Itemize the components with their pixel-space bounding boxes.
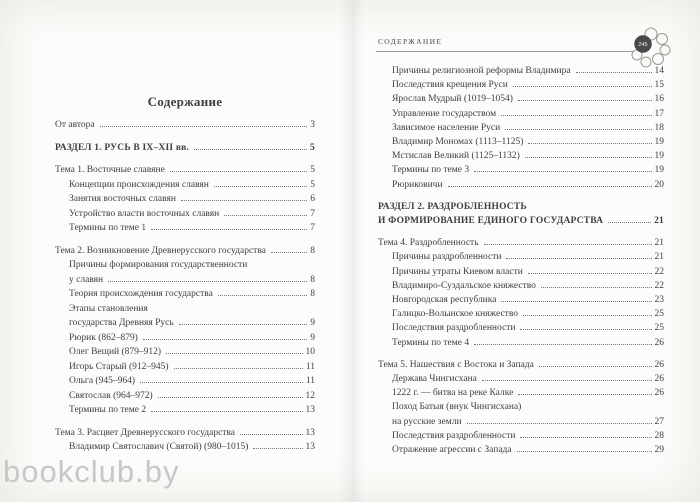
toc-line	[392, 265, 664, 279]
toc-entry	[55, 360, 315, 375]
dot-leader	[194, 149, 307, 150]
entry-page-number: 14	[654, 66, 664, 76]
toc-line	[392, 293, 664, 307]
toc-entry	[378, 92, 664, 106]
dot-leader	[528, 143, 651, 144]
dot-leader	[539, 366, 652, 367]
dot-leader	[517, 451, 652, 452]
toc-entry	[55, 163, 315, 178]
dot-leader	[143, 339, 307, 340]
entry-label: Олег Вещий (879–912)	[69, 347, 162, 357]
toc-line	[392, 250, 664, 264]
toc-line	[69, 221, 315, 236]
toc-entry	[55, 244, 315, 259]
toc-left-column	[55, 118, 315, 455]
entry-page-number: 26	[654, 359, 664, 370]
entry-label: Зависимое население Руси	[392, 122, 501, 133]
dot-leader	[240, 434, 302, 435]
toc-entry	[55, 221, 315, 236]
entry-label: Термины по теме 4	[392, 337, 470, 348]
entry-label: Ярослав Мудрый (1019–1054)	[392, 94, 513, 105]
dot-leader	[520, 437, 651, 438]
entry-label: Причины формирования государственности	[69, 260, 248, 270]
toc-line	[69, 316, 315, 331]
running-header: СОДЕРЖАНИЕ	[378, 37, 443, 46]
toc-entry	[378, 107, 664, 121]
toc-line	[69, 178, 315, 193]
entry-label: РАЗДЕЛ 2. РАЗДРОБЛЕННОСТЬ	[378, 201, 527, 212]
entry-page-number: 5	[310, 142, 315, 153]
dot-leader	[484, 244, 652, 245]
toc-line	[69, 207, 315, 222]
entry-page-number: 21	[654, 216, 664, 227]
toc-entry	[378, 163, 664, 177]
toc-entry	[55, 192, 315, 207]
toc-line	[55, 244, 315, 259]
toc-entry	[55, 302, 315, 331]
toc-line	[392, 163, 664, 177]
toc-line	[392, 321, 664, 335]
entry-label: Владимир Мономах (1113–1125)	[392, 137, 524, 148]
entry-label: От автора	[55, 120, 95, 130]
toc-entry	[378, 443, 664, 457]
toc-entry	[55, 374, 315, 389]
toc-line	[55, 118, 315, 133]
dot-leader	[170, 171, 307, 172]
dot-leader	[174, 368, 303, 369]
entry-label: Этапы становления	[69, 303, 148, 314]
entry-label: Последствия раздробленности	[392, 430, 516, 441]
toc-entry	[55, 440, 315, 455]
entry-label: на русские земли	[392, 416, 462, 427]
entry-page-number: 19	[654, 165, 664, 176]
entry-label: государства Древняя Русь	[69, 318, 174, 328]
entry-label: 1222 г. — битва на реке Калке	[392, 388, 514, 399]
entry-page-number: 16	[654, 94, 664, 105]
dot-leader	[518, 100, 652, 101]
entry-page-number: 19	[654, 137, 664, 148]
dot-leader	[608, 222, 651, 223]
entry-page-number: 19	[654, 151, 664, 162]
toc-entry	[55, 331, 315, 346]
toc-line	[392, 279, 664, 293]
entry-page-number: 8	[310, 289, 315, 299]
toc-entry	[55, 178, 315, 193]
dot-leader	[218, 295, 307, 296]
entry-page-number: 7	[310, 223, 315, 233]
toc-line	[69, 302, 315, 317]
entry-page-number: 28	[654, 430, 664, 441]
dot-leader	[151, 229, 307, 230]
toc-entry	[55, 403, 315, 418]
toc-right-column	[378, 64, 664, 457]
toc-line	[69, 287, 315, 302]
toc-entry	[378, 321, 664, 335]
toc-line	[69, 258, 315, 273]
entry-page-number: 17	[654, 108, 664, 119]
toc-entry	[378, 178, 664, 192]
toc-entry	[378, 236, 664, 250]
toc-line	[392, 400, 664, 414]
toc-line	[392, 415, 664, 429]
entry-page-number: 29	[654, 445, 664, 456]
toc-line	[69, 273, 315, 288]
entry-page-number: 8	[310, 274, 315, 285]
entry-page-number: 20	[654, 179, 664, 190]
toc-line	[55, 141, 315, 156]
dot-leader	[541, 287, 652, 288]
toc-entry	[378, 386, 664, 400]
entry-label: Занятия восточных славян	[69, 194, 176, 204]
toc-entry	[378, 400, 664, 428]
toc-line	[69, 345, 315, 360]
entry-page-number: 21	[654, 238, 664, 249]
entry-label: Святослав (964–972)	[69, 390, 153, 401]
toc-entry	[378, 293, 664, 307]
toc-line	[392, 149, 664, 163]
entry-label: Рюрик (862–879)	[69, 332, 138, 343]
toc-line	[392, 443, 664, 457]
entry-label: Термины по теме 3	[392, 165, 470, 176]
entry-label: Тема 5. Нашествия с Востока и Запада	[378, 359, 534, 370]
entry-page-number: 7	[310, 208, 315, 219]
dot-leader	[100, 126, 308, 127]
entry-page-number: 10	[305, 347, 315, 357]
entry-page-number: 11	[305, 361, 315, 372]
entry-page-number: 9	[310, 318, 315, 328]
toc-line	[392, 386, 664, 400]
toc-entry	[378, 149, 664, 163]
toc-entry	[378, 64, 664, 78]
entry-page-number: 26	[654, 388, 664, 399]
dot-leader	[271, 252, 307, 253]
entry-page-number: 9	[310, 332, 315, 343]
entry-page-number: 21	[654, 252, 664, 263]
entry-page-number: 13	[305, 427, 315, 438]
toc-line	[378, 214, 664, 228]
toc-line	[69, 389, 315, 404]
entry-label: Мстислав Великий (1125–1132)	[392, 151, 520, 162]
toc-line	[69, 331, 315, 346]
dot-leader	[518, 394, 651, 395]
header-rule	[376, 51, 642, 52]
entry-page-number: 12	[305, 390, 315, 401]
entry-label: Поход Батыя (внук Чингисхана)	[392, 402, 522, 413]
dot-leader	[151, 411, 302, 412]
dot-leader	[528, 273, 652, 274]
toc-entry	[378, 121, 664, 135]
dot-leader	[501, 301, 651, 302]
entry-page-number: 5	[310, 165, 315, 175]
dot-leader	[525, 157, 652, 158]
toc-entry	[378, 135, 664, 149]
toc-line	[392, 121, 664, 135]
entry-page-number: 25	[654, 309, 664, 320]
page-gutter-shadow	[338, 0, 364, 502]
toc-line	[69, 192, 315, 207]
entry-label: Ольга (945–964)	[69, 376, 135, 386]
toc-entry	[55, 207, 315, 222]
entry-label: РАЗДЕЛ 1. РУСЬ В IX–XII вв.	[55, 142, 190, 153]
dot-leader	[179, 324, 308, 325]
toc-entry	[378, 200, 664, 228]
toc-line	[392, 178, 664, 192]
dot-leader	[181, 200, 307, 201]
entry-label: Держава Чингисхана	[392, 374, 477, 385]
dot-leader	[467, 423, 652, 424]
entry-label: Тема 2. Возникновение Древнерусского государства	[55, 245, 266, 256]
entry-page-number: 6	[310, 194, 315, 204]
dot-leader	[506, 258, 651, 259]
entry-page-number: 23	[654, 295, 664, 306]
dot-leader	[214, 186, 307, 187]
entry-label: Теория происхождения государства	[69, 289, 213, 299]
toc-entry	[55, 118, 315, 133]
entry-label: Отражение агрессии с Запада	[392, 445, 512, 456]
entry-label: Новгородская республика	[392, 295, 497, 306]
entry-label: Причины утраты Киевом власти	[392, 266, 523, 277]
dot-leader	[158, 397, 303, 398]
toc-entry	[55, 426, 315, 441]
ornament-page-number: 245	[638, 42, 648, 49]
toc-line	[392, 336, 664, 350]
entry-label: Тема 3. Расцвет Древнерусского государства	[55, 427, 236, 438]
toc-line	[392, 372, 664, 386]
entry-page-number: 8	[310, 245, 315, 256]
entry-label: Последствия раздробленности	[392, 323, 516, 334]
toc-line	[378, 236, 664, 250]
toc-entry	[55, 389, 315, 404]
dot-leader	[448, 186, 652, 187]
toc-line	[392, 92, 664, 106]
entry-label: Тема 4. Раздробленность	[378, 238, 479, 249]
entry-page-number: 18	[654, 122, 664, 133]
toc-line	[378, 200, 664, 214]
toc-line	[378, 358, 664, 372]
toc-line	[392, 64, 664, 78]
toc-entry	[378, 78, 664, 92]
toc-line	[55, 163, 315, 178]
entry-page-number: 5	[310, 179, 315, 190]
toc-line	[69, 374, 315, 389]
dot-leader	[108, 281, 307, 282]
dot-leader	[482, 380, 652, 381]
toc-line	[392, 135, 664, 149]
dot-leader	[513, 86, 652, 87]
entry-page-number: 22	[654, 266, 664, 277]
entry-page-number: 3	[310, 120, 315, 130]
entry-page-number: 25	[654, 323, 664, 334]
toc-entry	[55, 345, 315, 360]
toc-line	[69, 360, 315, 375]
toc-entry	[378, 250, 664, 264]
toc-line	[69, 403, 315, 418]
entry-label: Галицко-Волынское княжество	[392, 309, 518, 320]
dot-leader	[474, 171, 651, 172]
toc-line	[392, 78, 664, 92]
toc-entry	[378, 265, 664, 279]
dot-leader	[501, 115, 651, 116]
entry-page-number: 26	[654, 374, 664, 385]
dot-leader	[576, 72, 652, 73]
entry-page-number: 22	[654, 280, 664, 291]
toc-line	[392, 107, 664, 121]
dot-leader	[224, 215, 307, 216]
toc-entry	[55, 287, 315, 302]
entry-page-number: 11	[305, 376, 315, 386]
toc-entry	[378, 307, 664, 321]
entry-page-number: 27	[654, 416, 664, 427]
toc-entry	[378, 358, 664, 372]
dot-leader	[253, 448, 302, 449]
dot-leader	[166, 353, 302, 354]
watermark: bookclub.by	[3, 454, 180, 489]
entry-label: Термины по теме 1	[69, 223, 147, 233]
toc-line	[69, 440, 315, 455]
entry-page-number: 15	[654, 80, 664, 91]
entry-label: Устройство власти восточных славян	[69, 208, 220, 219]
toc-entry	[378, 372, 664, 386]
dot-leader	[520, 329, 651, 330]
entry-label: Рюриковичи	[392, 179, 443, 190]
dot-leader	[474, 344, 651, 345]
entry-page-number: 26	[654, 337, 664, 348]
dot-leader	[140, 382, 303, 383]
entry-page-number: 13	[305, 405, 315, 415]
toc-line	[392, 307, 664, 321]
toc-entry	[55, 141, 315, 156]
entry-label: Причины религиозной реформы Владимира	[392, 66, 571, 76]
entry-label: Причины раздробленности	[392, 252, 502, 263]
entry-label: у славян	[69, 274, 104, 285]
toc-entry	[378, 336, 664, 350]
entry-label: Последствия крещения Руси	[392, 80, 508, 91]
toc-title: Содержание	[147, 94, 223, 109]
entry-label: И ФОРМИРОВАНИЕ ЕДИНОГО ГОСУДАРСТВА	[378, 216, 604, 227]
entry-page-number: 13	[305, 442, 315, 452]
entry-label: Игорь Старый (912–945)	[69, 361, 169, 372]
toc-line	[392, 429, 664, 443]
dot-leader	[505, 129, 651, 130]
toc-entry	[378, 429, 664, 443]
toc-line	[55, 426, 315, 441]
toc-entry	[378, 279, 664, 293]
dot-leader	[523, 315, 652, 316]
entry-label: Тема 1. Восточные славяне	[55, 165, 165, 175]
entry-label: Владимиро-Суздальское княжество	[392, 280, 536, 291]
entry-label: Термины по теме 2	[69, 405, 147, 415]
entry-label: Концепции происхождения славян	[69, 179, 209, 190]
entry-label: Владимир Святославич (Святой) (980–1015)	[69, 442, 249, 452]
toc-entry	[55, 258, 315, 287]
entry-label: Управление государством	[392, 108, 497, 119]
